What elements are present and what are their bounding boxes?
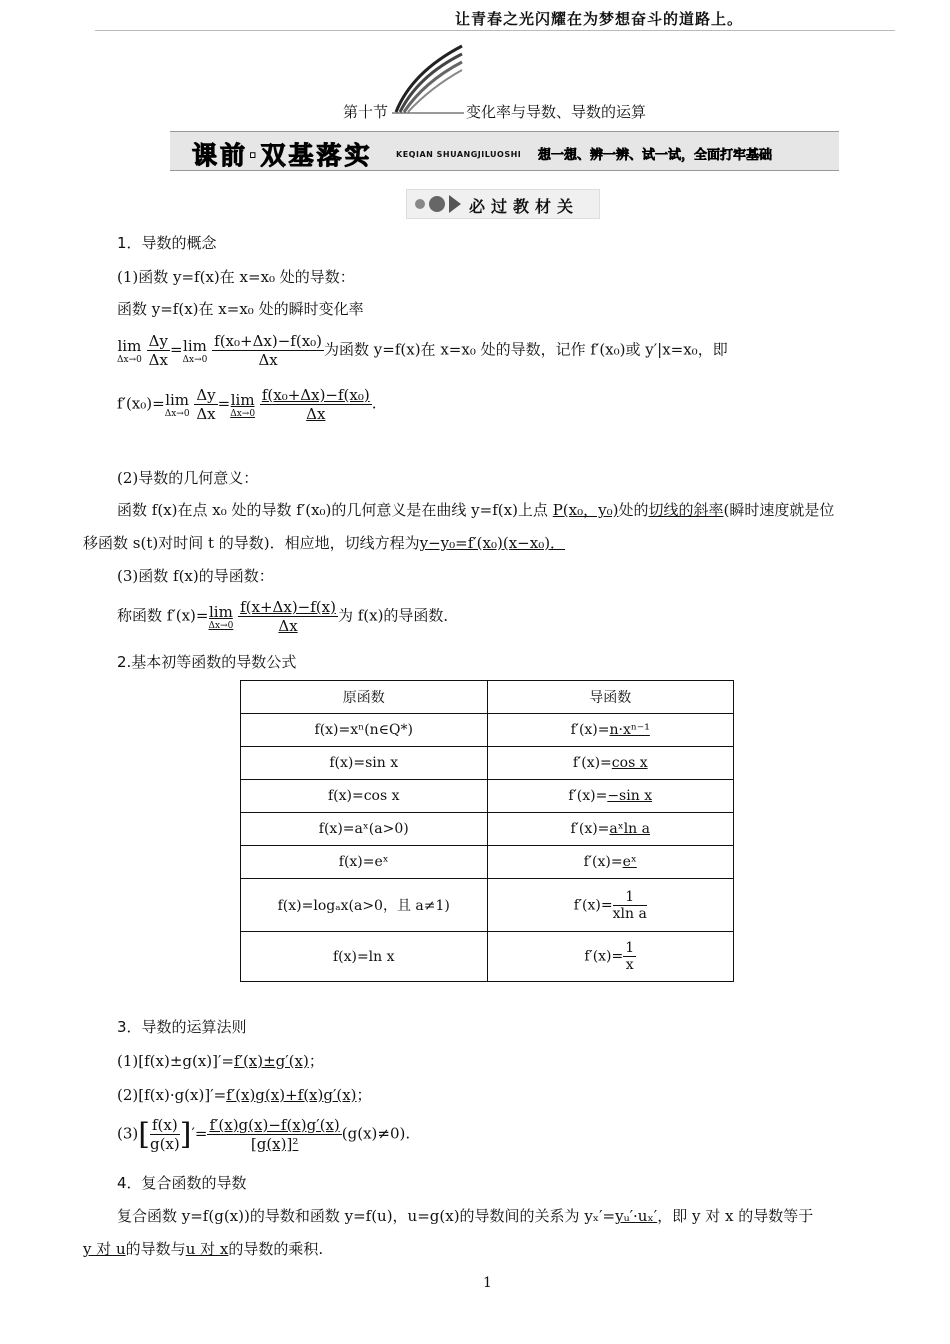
cell-answer: n·xⁿ⁻¹ (609, 722, 650, 738)
left-bracket: [ (138, 1117, 150, 1152)
banner-pinyin: KEQIAN SHUANGJILUOSHI (396, 150, 522, 159)
table-cell: f(x)=sin x (241, 747, 488, 780)
table-cell (487, 932, 734, 982)
dx: Δx (258, 351, 278, 369)
frac-den: x (625, 957, 634, 973)
cell-prefix: f′(x)= (584, 948, 624, 965)
brush-logo-icon (392, 42, 464, 114)
dy: Δy (196, 386, 216, 404)
rule-2-end: ； (356, 1086, 372, 1104)
page-number: 1 (483, 1275, 492, 1291)
answer-y-on-u: y 对 u (83, 1240, 126, 1258)
s4-p2d: 的导数的乘积. (228, 1240, 324, 1258)
table-row (241, 813, 734, 846)
dx: Δx (278, 617, 298, 635)
lim-label: lim (183, 336, 207, 355)
frac-den: xln a (612, 905, 647, 922)
arrow-icon (449, 195, 461, 213)
table-cell (487, 747, 734, 780)
lim-label: lim (117, 336, 142, 355)
table-cell: f(x)=eˣ (241, 846, 488, 879)
table-cell (487, 714, 734, 747)
cell-answer: aˣln a (609, 821, 650, 837)
answer-slope: 切线的斜率 (648, 501, 724, 519)
table-row (241, 714, 734, 747)
banner-slogan: 想一想、辨一辨、试一试，全面打牢基础 (538, 148, 773, 163)
table-cell: f(x)=xⁿ(n∈Q*) (241, 714, 488, 747)
lim-sub: Δx→0 (230, 408, 256, 419)
table-cell: f(x)=logₐx(a>0，且 a≠1) (241, 879, 488, 932)
lim-sub: Δx→0 (182, 354, 208, 365)
s1-p6: (3)函数 f(x)的导函数： (117, 567, 274, 585)
section-2-heading: 2.基本初等函数的导数公式 (117, 653, 297, 671)
cell-prefix: f′(x)= (570, 722, 610, 738)
frac-num: 1 (625, 940, 635, 956)
s1-p4a: 函数 f(x)在点 x₀ 处的导数 f′(x₀)的几何意义是在曲线 y=f(x)上点 (117, 501, 553, 519)
table-cell: f(x)=aˣ(a>0) (241, 813, 488, 846)
rule-3-label: (3) (117, 1124, 139, 1143)
cell-answer: eˣ (622, 854, 637, 870)
table-row (241, 780, 734, 813)
s1-p5 (83, 532, 565, 553)
numerator: f(x₀+Δx)−f(x₀) (261, 386, 370, 404)
s1-p7a: 称函数 f′(x)= (117, 606, 209, 625)
dx: Δx (148, 351, 168, 369)
cell-answer: −sin x (607, 788, 653, 804)
rule-quotient (117, 1116, 410, 1153)
s4-p1a: 复合函数 y=f(g(x))的导数和函数 y=f(u)，u=g(x)的导数间的关系为 yₓ′= (117, 1207, 616, 1225)
rule-3-answer-num: f′(x)g(x)−f(x)g′(x) (209, 1116, 340, 1134)
cell-prefix: f′(x)= (572, 755, 612, 771)
section-4-heading: 4．复合函数的导数 (117, 1174, 247, 1192)
sub-banner (406, 189, 600, 219)
table-cell: f(x)=cos x (241, 780, 488, 813)
cell-answer: cos x (611, 755, 648, 771)
s4-p2 (83, 1238, 323, 1259)
right-bracket: ] (179, 1117, 192, 1152)
chain-rule-answer: yᵤ′·uₓ′ (615, 1207, 658, 1225)
equals: = (169, 340, 183, 359)
rule-sum (117, 1050, 324, 1071)
rule-3-answer-den: [g(x)]² (250, 1135, 299, 1153)
col-header-derivative: 导函数 (487, 681, 734, 714)
dx: Δx (196, 405, 216, 423)
numerator: f(x+Δx)−f(x) (240, 598, 336, 616)
s1-p1: (1)函数 y=f(x)在 x=x₀ 处的导数： (117, 268, 355, 286)
sub-banner-label: 必过教材关 (469, 197, 580, 216)
header-slogan: 让青春之光闪耀在为梦想奋斗的道路上。 (455, 10, 744, 28)
s1-p4c: 处的 (618, 501, 649, 519)
s1-p3: (2)导数的几何意义： (117, 469, 259, 487)
eq2-lhs: f′(x₀)= (117, 394, 165, 413)
s1-eq1-tail: 为函数 y=f(x)在 x=x₀ 处的导数，记作 f′(x₀)或 y′|x=x₀，即 (324, 340, 728, 359)
lim-label: lim (230, 390, 255, 409)
lim-sub: Δx→0 (117, 354, 142, 365)
table-row (241, 879, 734, 932)
frac-num: 1 (613, 889, 647, 906)
section-title: 变化率与导数、导数的运算 (466, 103, 647, 121)
equals: = (217, 394, 231, 413)
answer-u-on-x: u 对 x (185, 1240, 229, 1258)
s4-p2b: 的导数与 (125, 1240, 186, 1258)
answer-tangent-equation: y−y₀=f′(x₀)(x−x₀)． (419, 534, 566, 552)
dy: Δy (148, 332, 168, 350)
cell-prefix: f′(x)= (570, 821, 610, 837)
rule-1-end: ； (308, 1052, 324, 1070)
s1-p7b: 为 f(x)的导函数． (337, 606, 459, 625)
s1-p2: 函数 y=f(x)在 x=x₀ 处的瞬时变化率 (117, 300, 364, 318)
dx: Δx (306, 405, 326, 423)
table-row (241, 846, 734, 879)
lim-label: lim (208, 602, 233, 621)
frac-num: f(x) (150, 1116, 180, 1135)
derivative-formula-table (240, 680, 734, 982)
frac-den: g(x) (149, 1135, 180, 1153)
numerator: f(x₀+Δx)−f(x₀) (214, 332, 323, 350)
table-cell: f(x)=ln x (241, 932, 488, 982)
col-header-original: 原函数 (241, 681, 488, 714)
section-3-heading: 3．导数的运算法则 (117, 1018, 247, 1036)
table-cell (487, 879, 734, 932)
s1-p4e: (瞬时速度就是位 (723, 501, 835, 519)
cell-prefix: f′(x)= (573, 897, 613, 913)
banner (170, 131, 839, 171)
s4-p1 (117, 1205, 813, 1226)
s1-p4 (117, 499, 834, 520)
section-1-heading: 1．导数的概念 (117, 234, 217, 252)
cell-prefix: f′(x)= (568, 788, 608, 804)
table-cell (487, 813, 734, 846)
s1-p5a: 移函数 s(t)对时间 t 的导数)．相应地，切线方程为 (83, 534, 420, 552)
table-cell (487, 846, 734, 879)
table-row (241, 932, 734, 982)
s4-p1c: ，即 y 对 x 的导数等于 (657, 1207, 814, 1225)
eq2-tail: . (371, 394, 377, 413)
cell-prefix: f′(x)= (583, 854, 623, 870)
rule-1-lhs: (1)[f(x)±g(x)]′= (117, 1052, 234, 1070)
banner-main-text: 课前·双基落实 (192, 141, 373, 170)
rule-2-answer: f′(x)g(x)+f(x)g′(x) (226, 1086, 357, 1104)
answer-point: P(x₀，y₀) (552, 501, 619, 519)
dot-icon (415, 199, 425, 209)
rule-1-answer: f′(x)±g′(x) (233, 1052, 309, 1070)
table-header-row (241, 681, 734, 714)
derivative-definition-formula (117, 332, 728, 369)
table-row (241, 747, 734, 780)
derived-function-formula (117, 598, 458, 635)
section-number: 第十节 (343, 103, 389, 121)
rule-product (117, 1084, 372, 1105)
table-cell (487, 780, 734, 813)
header-rule (95, 30, 895, 31)
lim-sub: Δx→0 (164, 408, 190, 419)
derivative-at-point-formula (117, 386, 377, 423)
lim-sub: Δx→0 (208, 620, 234, 631)
rule-3-prime: ′= (191, 1124, 208, 1143)
rule-2-lhs: (2)[f(x)·g(x)]′= (117, 1086, 227, 1104)
lim-label: lim (165, 390, 190, 409)
rule-3-condition: (g(x)≠0). (341, 1124, 411, 1143)
dot-icon (429, 196, 445, 212)
